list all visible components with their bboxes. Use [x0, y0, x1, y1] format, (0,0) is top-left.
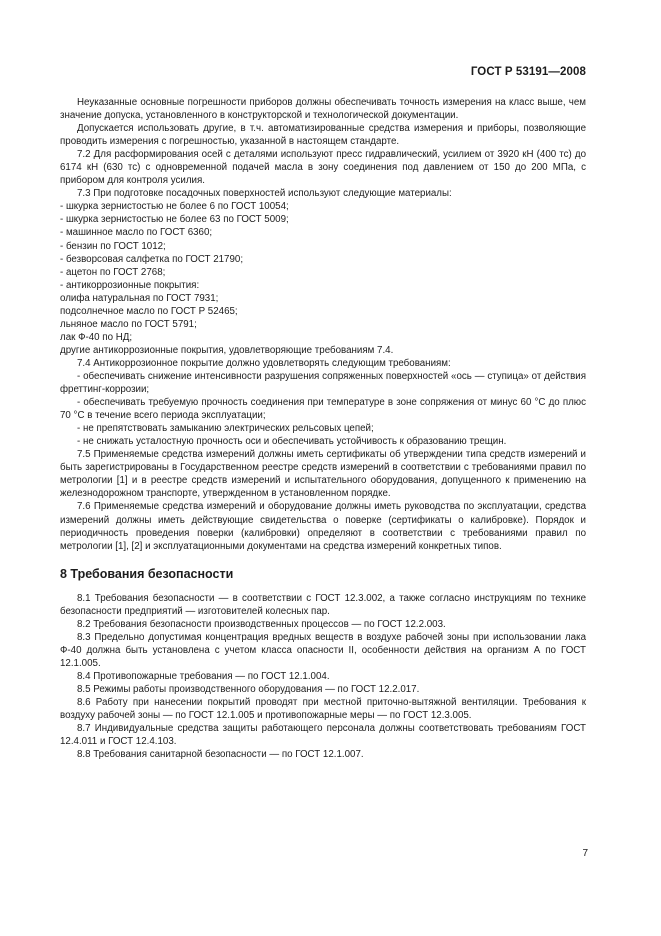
materials-list-item: - шкурка зернистостью не более 6 по ГОСТ 10054;: [60, 201, 289, 213]
paragraph-8-2: 8.2 Требования безопасности производственных процессов — по ГОСТ 12.2.003.: [77, 618, 446, 630]
requirement-item: - обеспечивать снижение интенсивности разрушения сопряженных поверхностей «ось — ступица» от действия фреттинг-коррозии;: [60, 370, 586, 396]
paragraph-7-5: 7.5 Применяемые средства измерений должны иметь сертификаты об утверждении типа средств измерений и быть зарегистрированы в Государственном реестре средств измерений в соответствии с требованиями правил по метрологии [1] и в реестре средств измерений и испытательного оборудования, допущенного к применению на железнодорожном транспорте, утвержденном в установленном порядке.: [60, 449, 586, 500]
materials-list-item: - антикоррозионные покрытия:: [60, 279, 200, 291]
paragraph-8-6: 8.6 Работу при нанесении покрытий проводят при местной приточно-вытяжной вентиляции. Требования к воздуху рабочей зоны — по ГОСТ 12.1.005 и противопожарные меры — по ГОСТ 12.3.005.: [60, 697, 586, 722]
paragraph-7-4: 7.4 Антикоррозионное покрытие должно удовлетворять следующим требованиям:: [77, 357, 451, 369]
paragraph: Допускается использовать другие, в т.ч. автоматизированные средства измерения и приборы, позволяющие проводить измерения с погрешностью, указанной в настоящем стандарте.: [60, 123, 586, 148]
requirement-item: - не снижать усталостную прочность оси и обеспечивать устойчивость к образованию трещин.: [77, 436, 507, 448]
paragraph-8-3: 8.3 Предельно допустимая концентрация вредных веществ в воздухе рабочей зоны при использовании лака Ф-40 должна быть установлена с учетом класса опасности II, особенности действия на организм А по ГОСТ 12.1.005.: [60, 631, 586, 669]
section-8-title: 8 Требования безопасности: [60, 566, 234, 581]
paragraph-7-2: 7.2 Для расформирования осей с деталями используют пресс гидравлический, усилием от 3920 кН (400 тс) до 6174 кН (630 тс) с одновременной подачей масла в зону соединения под давлением от 150 до 200 МПа, с прибором для контроля усилия.: [60, 149, 586, 187]
paragraph-7-6: 7.6 Применяемые средства измерений и оборудование должны иметь руководства по эксплуатации, средства измерений должны иметь действующие свидетельства о поверке (сертификаты о калибровке). Порядок и периодичность проведения поверки (калибровки) определяют в соответствии с требованиями правил по метрологии [1], [2] и эксплуатационными документами на средства измерений конкретных типов.: [60, 501, 586, 552]
paragraph-8-7: 8.7 Индивидуальные средства защиты работающего персонала должны соответствовать требованиям ГОСТ 12.4.011 и ГОСТ 12.4.103.: [60, 723, 586, 748]
paragraph-8-5: 8.5 Режимы работы производственного оборудования — по ГОСТ 12.2.017.: [77, 683, 420, 695]
materials-list-item: лак Ф-40 по НД;: [60, 331, 133, 343]
paragraph-8-8: 8.8 Требования санитарной безопасности — по ГОСТ 12.1.007.: [77, 749, 364, 761]
document-body: [60, 96, 586, 761]
materials-list-item: - машинное масло по ГОСТ 6360;: [60, 227, 213, 239]
requirement-item: - обеспечивать требуемую прочность соединения при температуре в зоне сопряжения от минус 60 °С до плюс 70 °С в течение всего периода эксплуатации;: [60, 397, 586, 422]
paragraph-8-1: 8.1 Требования безопасности — в соответствии с ГОСТ 12.3.002, а также согласно инструкциям по технике безопасности предприятий — изготовителей колесных пар.: [60, 592, 586, 617]
paragraph: Неуказанные основные погрешности приборов должны обеспечивать точность измерения на класс выше, чем значение допуска, установленного в конструкторской и технологической документации.: [60, 97, 586, 122]
requirement-item: - не препятствовать замыканию электрических рельсовых цепей;: [77, 423, 374, 435]
paragraph-8-4: 8.4 Противопожарные требования — по ГОСТ 12.1.004.: [77, 670, 330, 682]
materials-list-item: - шкурка зернистостью не более 63 по ГОСТ 5009;: [60, 214, 289, 226]
materials-list-item: подсолнечное масло по ГОСТ Р 52465;: [60, 305, 238, 317]
materials-list-item: льняное масло по ГОСТ 5791;: [60, 318, 197, 330]
materials-list-item: - ацетон по ГОСТ 2768;: [60, 266, 166, 278]
materials-list-item: - безворсовая салфетка по ГОСТ 21790;: [60, 253, 244, 265]
materials-list-item: другие антикоррозионные покрытия, удовлетворяющие требованиям 7.4.: [60, 344, 394, 356]
materials-list-item: - бензин по ГОСТ 1012;: [60, 240, 166, 252]
document-id-header: ГОСТ Р 53191—2008: [470, 66, 586, 78]
paragraph-7-3: 7.3 При подготовке посадочных поверхностей используют следующие материалы:: [77, 188, 452, 200]
materials-list-item: олифа натуральная по ГОСТ 7931;: [60, 292, 219, 304]
page-number: 7: [582, 848, 588, 859]
